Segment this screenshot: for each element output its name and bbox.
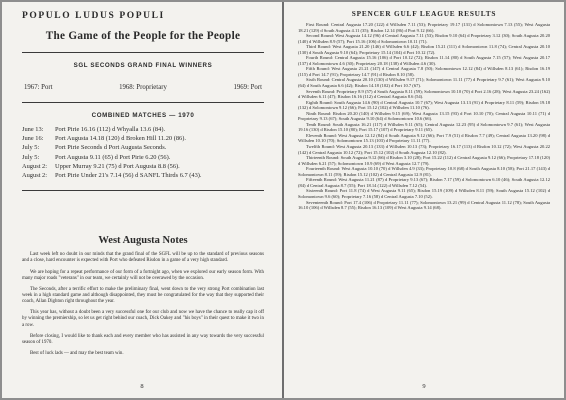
grand-final-title: SGL SECONDS GRAND FINAL WINNERS: [73, 62, 213, 69]
grand-final-entry: 1967: Port: [24, 84, 53, 91]
list-item: [22, 162, 264, 171]
page-subheading: The Game of the People for the People: [45, 30, 241, 42]
results-title: SPENCER GULF LEAGUE RESULTS: [351, 9, 497, 18]
round-result: Sixteenth Round: Port 11.8 (74) d West Augusta 9.11 (65); Risdon 15.19 (109) d Willsden 8.11 (59); South Augusta 15.12 (102) d Solomontown 9.6 (60); Proprietary 7.16 (58) d Central Augusta 7.10 (52).: [298, 188, 550, 199]
round-result: Fourteenth Round: West Augusta 10.10 (70) d Willsden 4.9 (33); Proprietary 10.8 (68) d South Augusta 8.10 (58); Port 21.17 (143) d Solomontown 8.11 (59); Risdon 15.12 (102) d Central Augusta 12.9 (81).: [298, 166, 550, 177]
round-result: First Round: Central Augusta 17.20 (122) d Willsden 7.11 (53); Proprietary 19.17 (131) d Solomontown 7.13 (55); West Augusta 18.21 (129) d South Augusta 4.11 (35); Risdon 12.14 (86) d Port 9.12 (66).: [298, 22, 550, 33]
match-result: Port Pirie 16.16 (112) d Whyalla 13.6 (84).: [55, 126, 166, 133]
right-page: [284, 2, 564, 398]
match-result: Upper Murray 9.21 (75) d Port Augusta 8.8 (56).: [55, 162, 180, 170]
left-page: [2, 2, 282, 398]
logo-blank-space: [22, 191, 264, 233]
match-result: Port Pirie Seconds d Port Augusta Seconds.: [55, 144, 167, 152]
round-result: Seventh Round: Proprietary 8.9 (57) d South Augusta 8.11 (59); Solomontown 10.10 (70) d Port 2.16 (28); West Augusta 23.24 (162) d Willsden 6.11 (47); Risdon 16.16 (112) d Central Augusta 8.6 (54).: [298, 88, 550, 100]
page-number: 8: [140, 383, 144, 390]
list-item: [22, 153, 264, 162]
round-result: Twelfth Round: West Augusta 20.13 (133) d Willsden 10.13 (73); Proprietary 16.17 (113) d Risdon 10.12 (72); West Augusta 20.22 (142) d Central Augusta 10.12 (72); Port 15.12 (102) d South Augusta 12.10 (82).: [298, 144, 550, 155]
match-date: June 13:: [22, 126, 44, 133]
match-date: July 5:: [22, 144, 40, 152]
combined-matches-list: [22, 125, 264, 180]
match-date: June 16:: [22, 135, 44, 143]
list-item: [22, 134, 264, 143]
round-result: Sixth Round: Central Augusta 20.10 (130) d Willsden 9.17 (71); Solomontown 11.11 (77) d Proprietary 9.7 (61); West Augusta 9.10 (64) d South Augusta 6.6 (42); Risdon 14.18 (102) d Port 10.7 (67).: [298, 77, 550, 89]
round-result: Thirteenth Round: South Augusta 9.12 (66) d Risdon 3.10 (28); Port 15.22 (112) d Central Augusta 9.12 (66); Proprietary 17.18 (120) d Willsden 6.21 (57); Solomontown 10.9 (69) d West Augusta 12.7 (79).: [298, 155, 550, 166]
list-item: [22, 171, 264, 180]
masthead: POPULO LUDUS POPULI: [22, 11, 165, 21]
list-item: [22, 143, 264, 152]
round-result: Fifth Round: West Augusta 21.21 (147) d Central Augusta 7.8 (50); Solomontown 12.12 (84) d Willsden 8.13 (61); Risdon 16.19 (115) d Port 14.7 (91); Proprietary 14.7 (91) d Risdon 8.10 (58).: [298, 66, 550, 77]
notes-paragraph: This year has, without a doubt been a very successful one for our club and now we have the chance to really cap it off by winning the premiership, so let us get right behind our coach, Dick Oakey and "his boys" in their quest to make it two in a row.: [22, 310, 264, 328]
round-result: Fifteenth Round: West Augusta 11.21 (87) d Proprietary 9.13 (67); Risdon 7.17 (59) d Solomontown 6.10 (46); South Augusta 12.12 (84) d Central Augusta 8.7 (55); Port 18.14 (122) d Willsden 7.12 (54).: [298, 177, 550, 188]
round-result: Eleventh Round: West Augusta 12.12 (84) d South Augusta 9.12 (66); Port 7.9 (51) d Risdon 7.7 (49); Central Augusta 13.20 (98) d Willsden 10.10 (70); Solomontown 15.13 (103) d Proprietary 11.11 (77).: [298, 132, 550, 144]
match-result: Port Augusta 14.18 (120) d Broken Hill 11.20 (86).: [55, 135, 186, 143]
notes-paragraph: Best of luck lads — and may the best team win.: [30, 351, 124, 357]
list-item: [22, 125, 264, 134]
grand-final-list: [24, 84, 262, 91]
match-date: August 2:: [22, 172, 48, 180]
grand-final-entry: 1968: Proprietary: [119, 84, 167, 91]
notes-paragraph: The Seconds, after a terrific effort to make the preliminary final, went down to the very strong Port combination last week in a high standard game and although disappointed, they must be congratulated for the way that they supported their coach, Allan Dighton right throughout the year.: [22, 286, 264, 305]
round-result: Second Round: West Augusta 14.12 (96) d Central Augusta 7.11 (53); Risdon 9.10 (64) d Proprietary 3.12 (30); South Augusta 20.20 (140) d Willsden 8.9 (57); Port 15.16 (106) d Solomontown 10.11 (71).: [298, 33, 550, 44]
round-result: Seventeenth Round: Port 17.4 (106) d Proprietary 11.11 (77); Solomontown 13.21 (99) d Central Augusta 11.12 (78); South Augusta 16.10 (106) d Willsden 8.7 (55); Risdon 16.13 (109) d West Augusta 9.14 (68).: [298, 199, 550, 211]
match-result: Port Pirie Under 21's 7.14 (56) d SANFL Thirds 6.7 (43).: [55, 172, 202, 180]
divider: [22, 102, 264, 103]
round-result: Ninth Round: Risdon 20.20 (140) d Willsden 9.15 (69); West Augusta 13.15 (93) d Port 10.10 (70); Central Augusta 10.11 (71) d Proprietary 9.13 (67); South Augusta 9.10 (64) d Solomontown 10.6 (66).: [298, 110, 550, 122]
west-augusta-notes-title: West Augusta Notes: [98, 235, 188, 247]
page-number: 9: [422, 383, 426, 390]
match-date: July 5:: [22, 153, 40, 161]
match-date: August 2:: [22, 162, 48, 170]
notes-paragraph: Before closing, I would like to thank each and every member who has assisted in any way towards the very successful season of 1970.: [22, 333, 264, 345]
round-result: Fourth Round: Central Augusta 15.16 (106) d Port 10.12 (72); Risdon 11.14 (80) d South Augusta 7.15 (57); West Augusta 20.17 (137) d Solomontown 4.6 (30); Proprietary 20.18 (138) d Willsden 4.6 (30).: [298, 55, 550, 66]
round-result: Third Round: West Augusta 21.20 (146) d Willsden 6.6 (42); Risdon 15.21 (111) d Solomontown 11.8 (74); Central Augusta 20.10 (130) d South Augusta 9.10 (64); Proprietary 15.14 (104) d Port 10.12 (72).: [298, 44, 550, 55]
divider: [22, 52, 264, 53]
round-result: Eighth Round: South Augusta 14.6 (90) d Central Augusta 10.7 (67); West Augusta 13.13 (91) d Proprietary 8.11 (59); Risdon 19.18 (132) d Solomontown 9.12 (66); Port 15.12 (102) d Willsden 11.10 (76).: [298, 99, 550, 111]
round-result: Tenth Round: South Augusta 16.21 (117) d Willsden 9.11 (65); Central Augusta 12.23 (95) d Solomontown 9.7 (61); West Augusta 19.16 (130) d Risdon 15.10 (80); Port 15.17 (107) d Proprietary 9.11 (65).: [298, 121, 550, 133]
grand-final-entry: 1969: Port: [233, 84, 262, 91]
notes-paragraph: We are hoping for a repeat performance of our form of a fortnight ago, when we explored our early season form. With many major roads "veterans" in our team, we certainly will not be overawed by the occasion.: [22, 269, 264, 281]
combined-matches-title: COMBINED MATCHES — 1970: [91, 112, 195, 119]
match-result: Port Augusta 9.11 (65) d Port Pirie 6.20 (56).: [55, 153, 171, 161]
notes-paragraph: Last week left no doubt in our minds that the grand final of the SGFL will be up to the standard of previous seasons and a close, hard encounter is expected with Port who defeated Risdon in a game of a very high standard.: [22, 252, 264, 264]
